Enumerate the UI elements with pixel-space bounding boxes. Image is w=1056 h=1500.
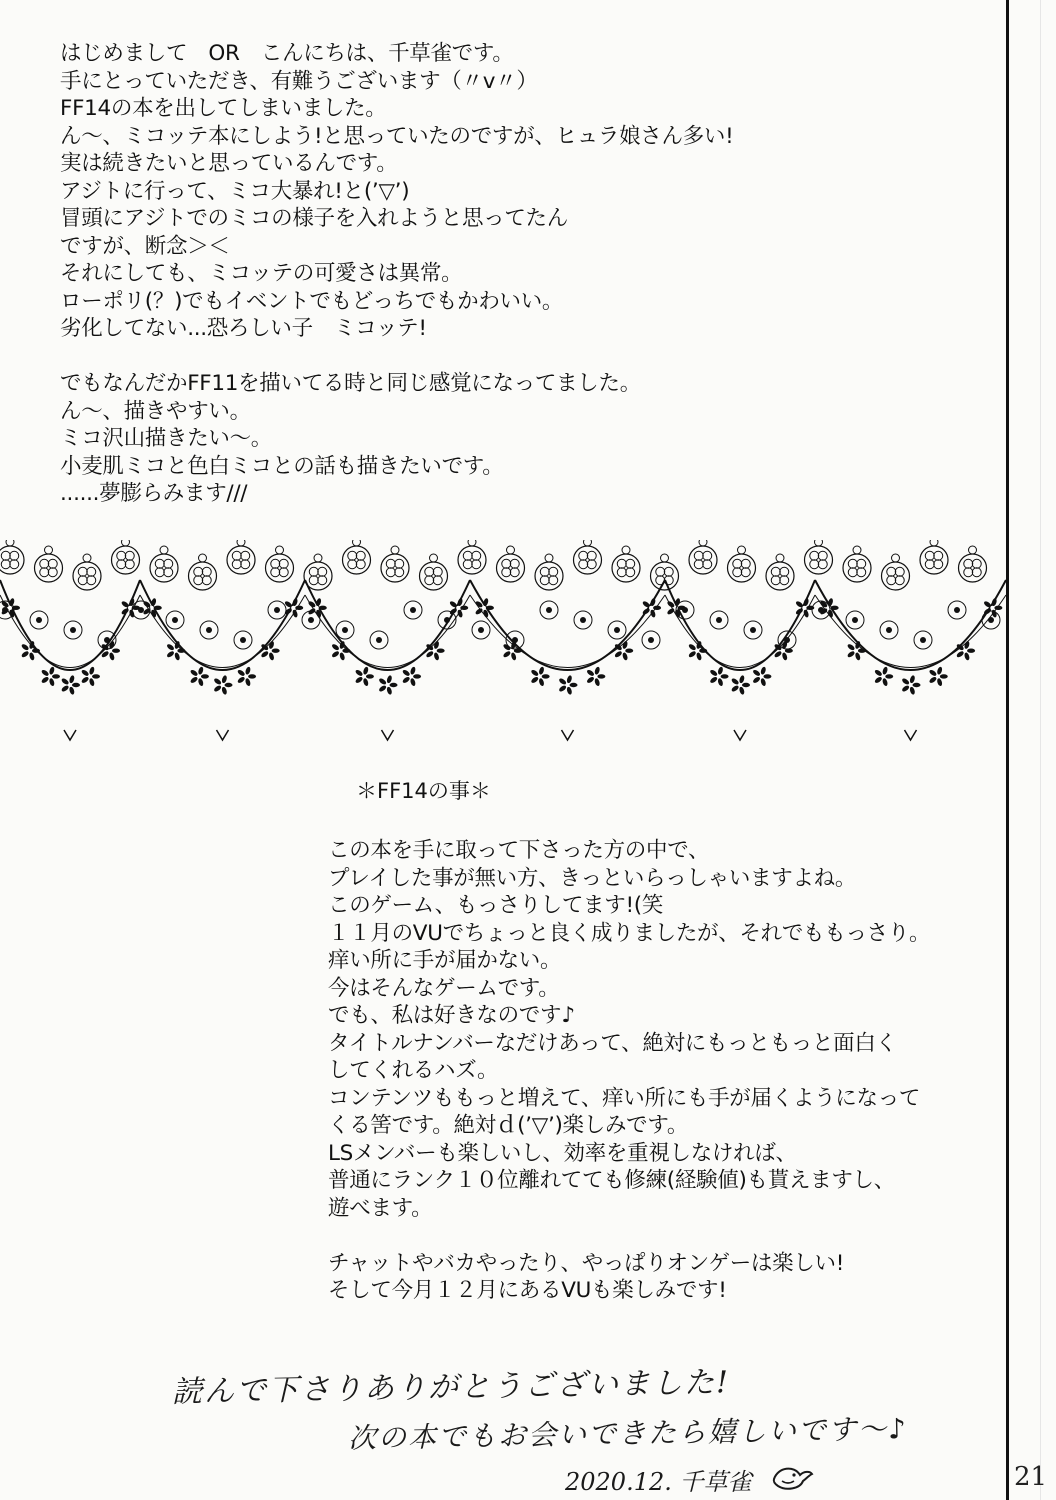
intro-line: ローポリ(？)でもイベントでもどっちでもかわいい。 xyxy=(60,288,564,314)
ff14-line: LSメンバーも楽しいし、効率を重視しなければ、 xyxy=(328,1140,797,1166)
ff14-line: プレイした事が無い方、きっといらっしゃいますよね。 xyxy=(328,865,857,891)
page-number: 21 xyxy=(1014,1462,1048,1492)
intro-line: ですが、断念＞＜ xyxy=(60,233,230,259)
intro-line: でもなんだかFF11を描いてる時と同じ感覚になってました。 xyxy=(60,371,641,396)
bird-doodle-icon xyxy=(770,1461,816,1495)
ff14-line: くる筈です。絶対ｄ(’▽’)楽しみです。 xyxy=(328,1113,689,1138)
handwritten-next-book: 次の本でもお会いできたら嬉しいです～♪ xyxy=(347,1412,909,1455)
ff14-line: このゲーム、もっさりしてます!(笑 xyxy=(328,893,664,918)
ff14-line: １１月のVUでちょっと良く成りましたが、それでももっさり。 xyxy=(328,920,931,946)
intro-line: 小麦肌ミコと色白ミコとの話も描きたいです。 xyxy=(60,453,504,479)
ff14-line: この本を手に取って下さった方の中で、 xyxy=(328,838,710,863)
ff14-line: でも、私は好きなのです♪ xyxy=(328,1003,575,1028)
ff14-line: 普通にランク１０位離れてても修練(経験値)も貰えますし、 xyxy=(328,1168,895,1193)
ff14-line: そして今月１２月にあるVUも楽しみです! xyxy=(328,1278,727,1303)
intro-line: それにしても、ミコッテの可愛さは異常。 xyxy=(60,261,463,286)
ff14-section-body xyxy=(328,837,930,1305)
ff14-line: タイトルナンバーなだけあって、絶対にもっともっと面白く xyxy=(328,1030,897,1056)
ff14-line xyxy=(328,1222,930,1250)
handwritten-date-signature xyxy=(565,1462,752,1497)
intro-line: ミコ沢山描きたい～。 xyxy=(60,426,273,451)
intro-line: ん～、描きやすい。 xyxy=(60,398,251,424)
handwritten-signature: 千草雀 xyxy=(679,1468,752,1496)
ff14-line: 今はそんなゲームです。 xyxy=(328,975,560,1001)
intro-line: FF14の本を出してしまいました。 xyxy=(60,96,387,121)
intro-line: 冒頭にアジトでのミコの様子を入れようと思ってたん xyxy=(60,206,568,231)
handwritten-thanks: 読んで下さりありがとうございました! xyxy=(171,1365,731,1410)
intro-paragraph xyxy=(60,40,733,508)
lace-border-ornament xyxy=(0,540,1006,750)
intro-line: はじめまして OR こんにちは、千草雀です。 xyxy=(60,41,514,66)
ff14-line: 痒い所に手が届かない。 xyxy=(328,948,562,973)
intro-line: アジトに行って、ミコ大暴れ!と(’▽’) xyxy=(60,178,410,204)
intro-line: ん～、ミコッテ本にしよう!と思っていたのですが、ヒュラ娘さん多い! xyxy=(60,123,734,149)
intro-line xyxy=(60,343,733,371)
page-border-line xyxy=(1006,0,1009,1500)
intro-line: 手にとっていただき、有難うございます（〃v〃） xyxy=(60,68,538,94)
intro-line: 実は続きたいと思っているんです。 xyxy=(60,151,398,176)
handwritten-date: 2020.12. xyxy=(565,1468,672,1496)
ff14-line: チャットやバカやったり、やっぱりオンゲーは楽しい! xyxy=(328,1250,845,1276)
ff14-line: 遊べます。 xyxy=(328,1195,433,1221)
intro-line: 劣化してない...恐ろしい子 ミコッテ! xyxy=(60,316,427,341)
page-edge-shadow xyxy=(1040,0,1041,1500)
ff14-section-heading: ＊FF14の事＊ xyxy=(356,779,491,803)
ff14-line: コンテンツももっと増えて、痒い所にも手が届くようになって xyxy=(328,1085,921,1111)
intro-line: ......夢膨らみます/// xyxy=(60,481,248,506)
ff14-line: してくれるハズ。 xyxy=(328,1058,499,1083)
